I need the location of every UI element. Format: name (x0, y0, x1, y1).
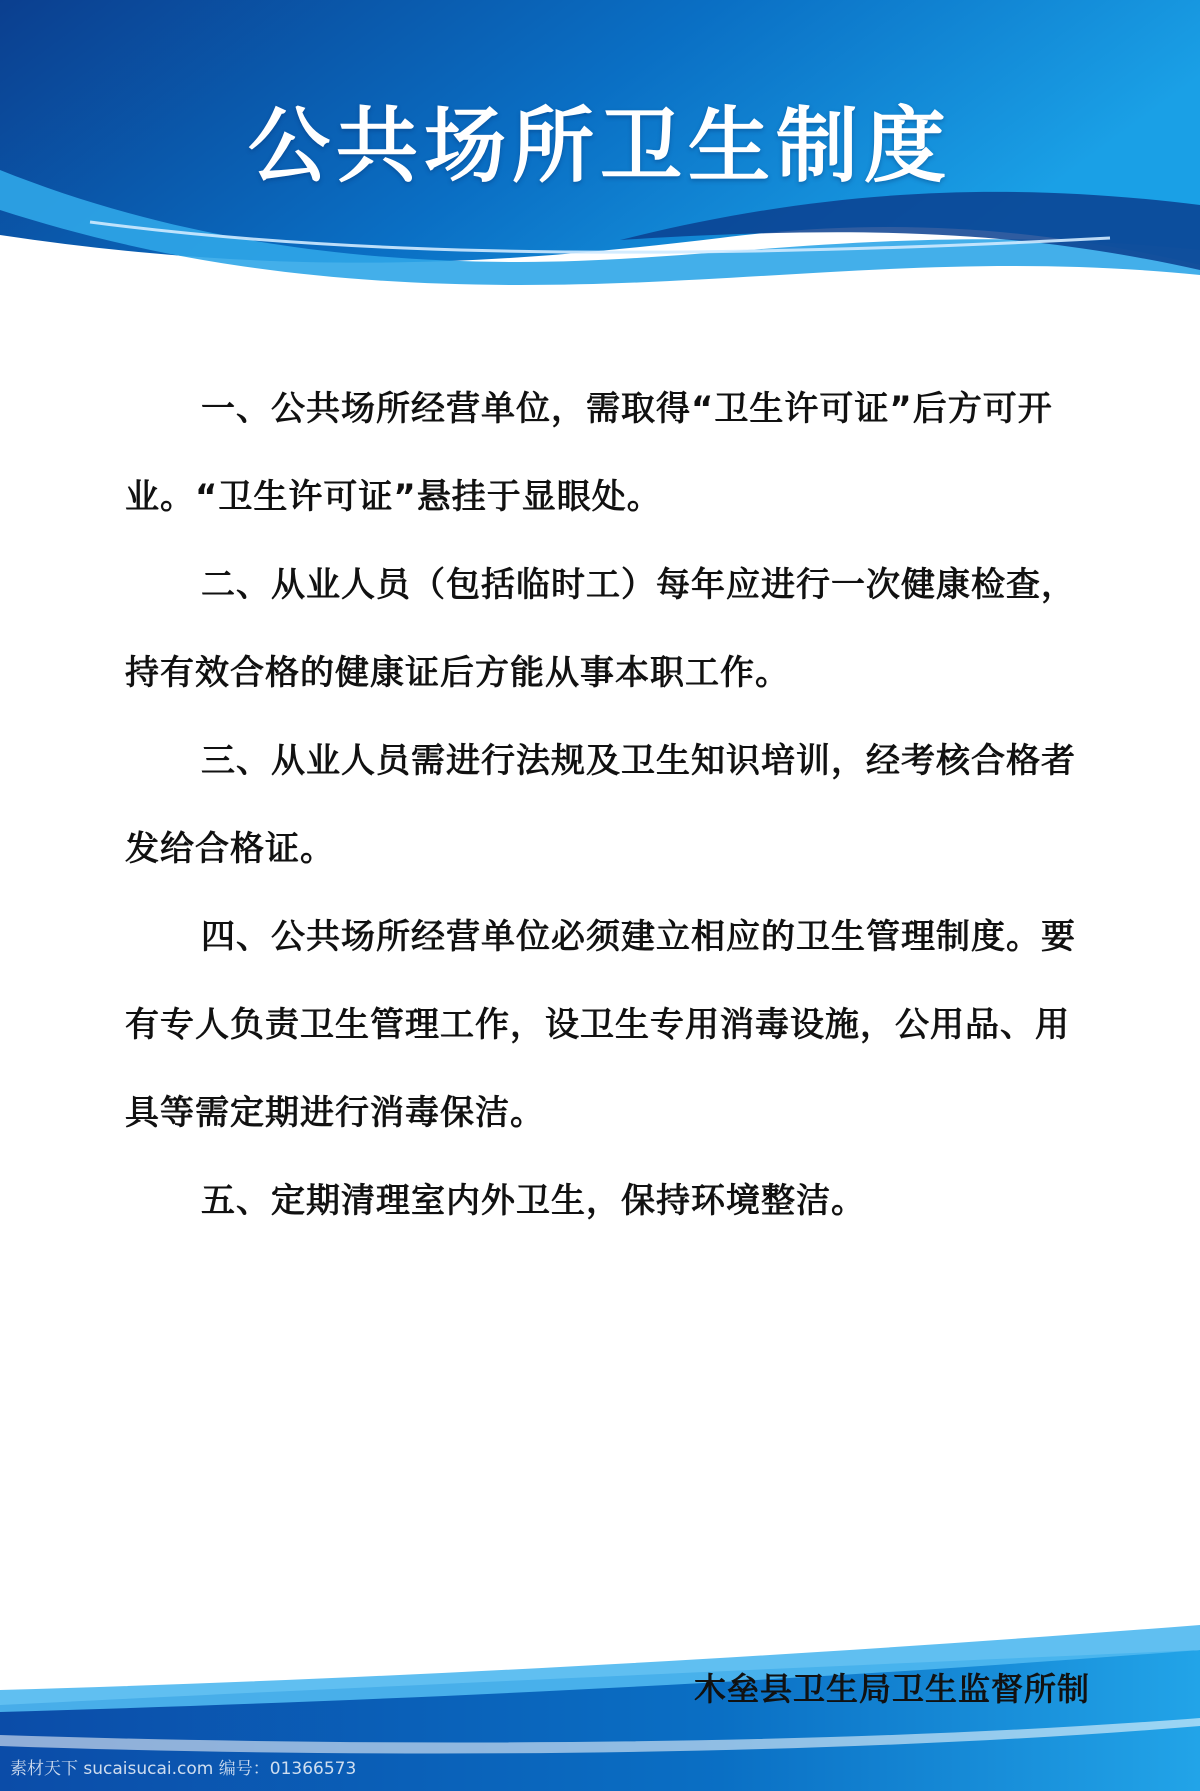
paragraph-2: 二、从业人员（包括临时工）每年应进行一次健康检查，持有效合格的健康证后方能从事本职工作。 (125, 565, 1076, 693)
watermark: 素材天下 sucaisucai.com 编号：01366573 (10, 1759, 357, 1779)
paragraph-5: 五、定期清理室内外卫生，保持环境整洁。 (201, 1181, 866, 1221)
issuer-signature: 木垒县卫生局卫生监督所制 (693, 1670, 1090, 1708)
paragraph-4: 四、公共场所经营单位必须建立相应的卫生管理制度。要有专人负责卫生管理工作，设卫生专用消毒设施，公用品、用具等需定期进行消毒保洁。 (125, 917, 1076, 1133)
paragraph-1: 一、公共场所经营单位，需取得“卫生许可证”后方可开业。“卫生许可证”悬挂于显眼处。 (125, 389, 1053, 517)
page-title: 公共场所卫生制度 (247, 99, 952, 194)
paragraph-3: 三、从业人员需进行法规及卫生知识培训，经考核合格者发给合格证。 (125, 741, 1076, 869)
regulations-body (125, 365, 1100, 1245)
